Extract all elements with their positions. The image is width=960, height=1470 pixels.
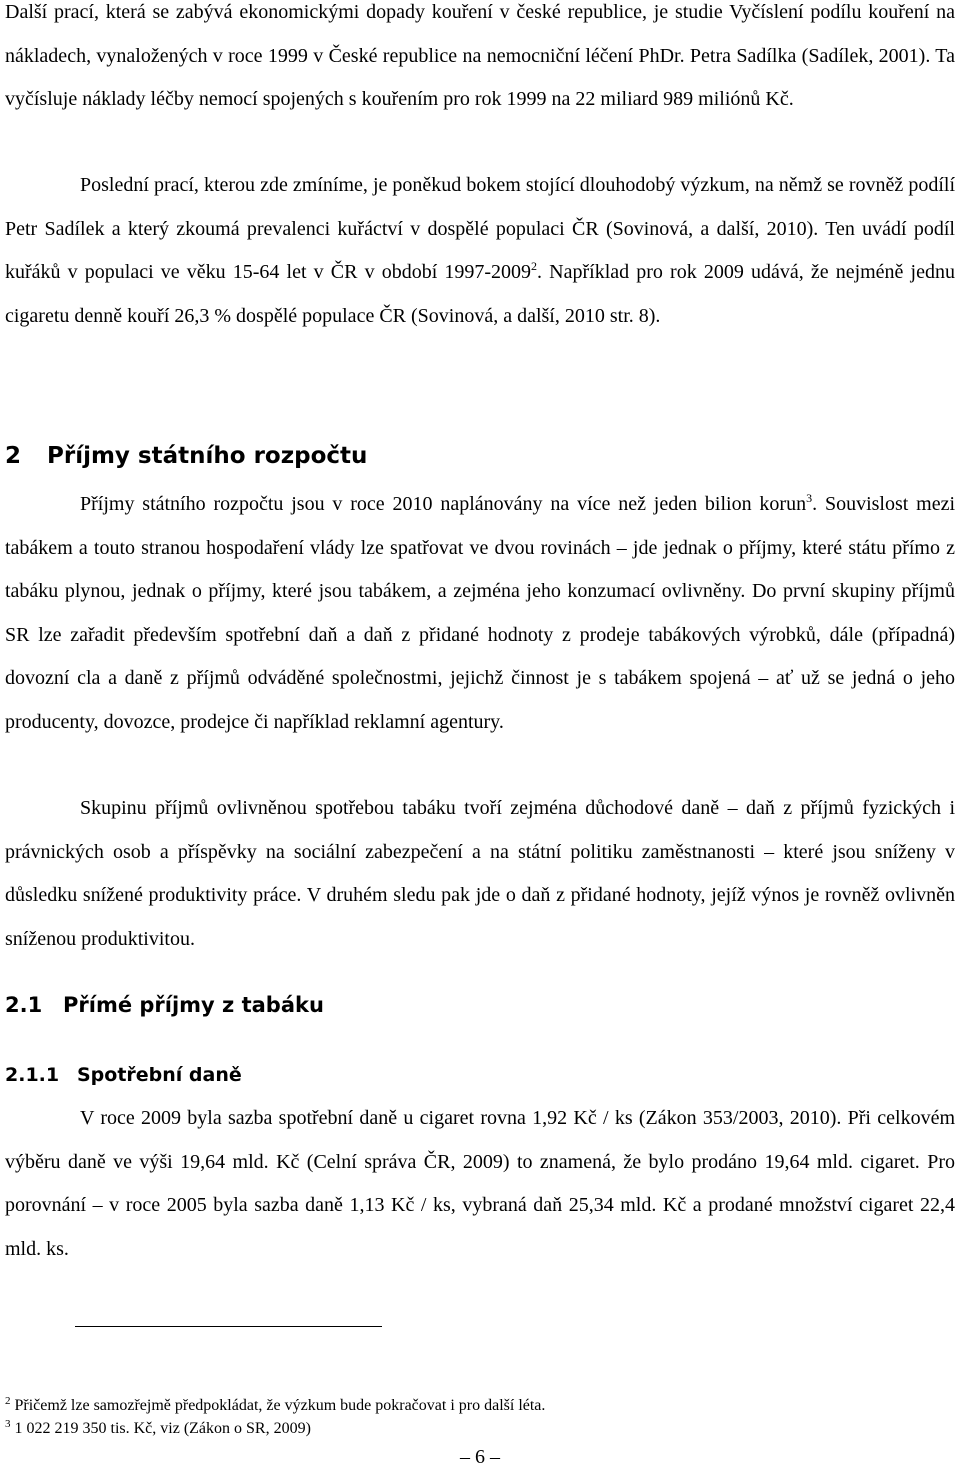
page-number: – 6 – xyxy=(460,1446,500,1468)
footnote-2 xyxy=(5,1396,955,1416)
intro-paragraph-2-text-b: . Například pro rok 2009 udává, že nejméně jednu cigaretu denně kouří 26,3 % dospělé populace ČR (Sovinová, a další, 2010 str. 8). xyxy=(5,261,955,327)
footnote-3-mark: 3 xyxy=(5,1418,11,1430)
section-2-heading xyxy=(5,440,367,472)
footnote-2-mark: 2 xyxy=(5,1395,11,1407)
section-2-1-1-paragraph-1 xyxy=(5,1097,955,1271)
section-2-1-number: 2.1 xyxy=(5,993,43,1017)
section-2-number: 2 xyxy=(5,443,22,469)
footnote-2-text: Přičemž lze samozřejmě předpokládat, že výzkum bude pokračovat i pro další léta. xyxy=(14,1397,546,1414)
footnote-3 xyxy=(5,1419,955,1439)
section-2-paragraph-1 xyxy=(5,483,955,745)
section-2-paragraph-1-text-b: . Souvislost mezi tabákem a touto stranou hospodaření vlády lze spatřovat ve dvou rovinách – jde jednak o příjmy, které státu přímo z tabáku plynou, jednak o příjmy, které jsou tabákem, a zejména jeho konzumací ovlivněny. Do první skupiny příjmů SR lze zařadit především spotřební daň a daň z přidané hodnoty z prodeje tabákových výrobků, dále (případná) dovozní cla a daně z příjmů odváděné společnostmi, jejichž činnost je s tabákem spojená – ať už se jedná o jeho producenty, dovozce, prodejce či například reklamní agentury. xyxy=(5,493,956,733)
intro-paragraph-2 xyxy=(5,164,955,338)
footnote-3-text: 1 022 219 350 tis. Kč, viz (Zákon o SR, 2009) xyxy=(14,1420,311,1437)
footnote-ref-2[interactable]: 2 xyxy=(531,259,538,274)
section-2-paragraph-1-text-a: Příjmy státního rozpočtu jsou v roce 2010 naplánovány na více než jeden bilion korun xyxy=(80,493,807,515)
section-2-1-1-number: 2.1.1 xyxy=(5,1064,60,1086)
section-2-1-1-heading xyxy=(5,1061,242,1089)
intro-paragraph-1 xyxy=(5,0,955,122)
footnote-separator xyxy=(75,1326,382,1327)
footnote-ref-3[interactable]: 3 xyxy=(806,491,813,505)
section-2-1-title: Přímé příjmy z tabáku xyxy=(63,993,324,1017)
intro-paragraph-1-text: Další prací, která se zabývá ekonomickými dopady kouření v české republice, je studie Vyčíslení podílu kouření na nákladech, vynaložených v roce 1999 v České republice na nemocniční léčení PhDr. Petra Sadílka (Sadílek, 2001). Ta vyčísluje náklady léčby nemocí spojených s kouřením pro rok 1999 na 22 miliard 989 miliónů Kč. xyxy=(5,1,955,111)
section-2-paragraph-2-text: Skupinu příjmů ovlivněnou spotřebou tabáku tvoří zejména důchodové daně – daň z příjmů fyzických i právnických osob a příspěvky na sociální zabezpečení a na státní politiku zaměstnanosti – které jsou sníženy v důsledku snížené produktivity práce. V druhém sledu pak jde o daň z přidané hodnoty, jejíž výnos je rovněž ovlivněn sníženou produktivitou. xyxy=(5,797,955,950)
section-2-1-heading xyxy=(5,990,324,1020)
section-2-1-1-paragraph-1-text: V roce 2009 byla sazba spotřební daně u cigaret rovna 1,92 Kč / ks (Zákon 353/2003, 2010). Při celkovém výběru daně ve výši 19,64 mld. Kč (Celní správa ČR, 2009) to znamená, že bylo prodáno 19,64 mld. cigaret. Pro porovnání – v roce 2005 byla sazba daně 1,13 Kč / ks, vybraná daň 25,34 mld. Kč a prodané množství cigaret 22,4 mld. ks. xyxy=(5,1107,955,1260)
section-2-1-1-title: Spotřební daně xyxy=(77,1064,242,1086)
section-2-title: Příjmy státního rozpočtu xyxy=(47,443,368,469)
intro-paragraph-2-text-a: Poslední prací, kterou zde zmíníme, je poněkud bokem stojící dlouhodobý výzkum, na němž se rovněž podílí Petr Sadílek a který zkoumá prevalenci kuřáctví v dospělé populaci ČR (Sovinová, a další, 2010). Ten uvádí podíl kuřáků v populaci ve věku 15-64 let v ČR v období 1997-2009 xyxy=(5,174,955,284)
section-2-paragraph-2 xyxy=(5,787,955,961)
